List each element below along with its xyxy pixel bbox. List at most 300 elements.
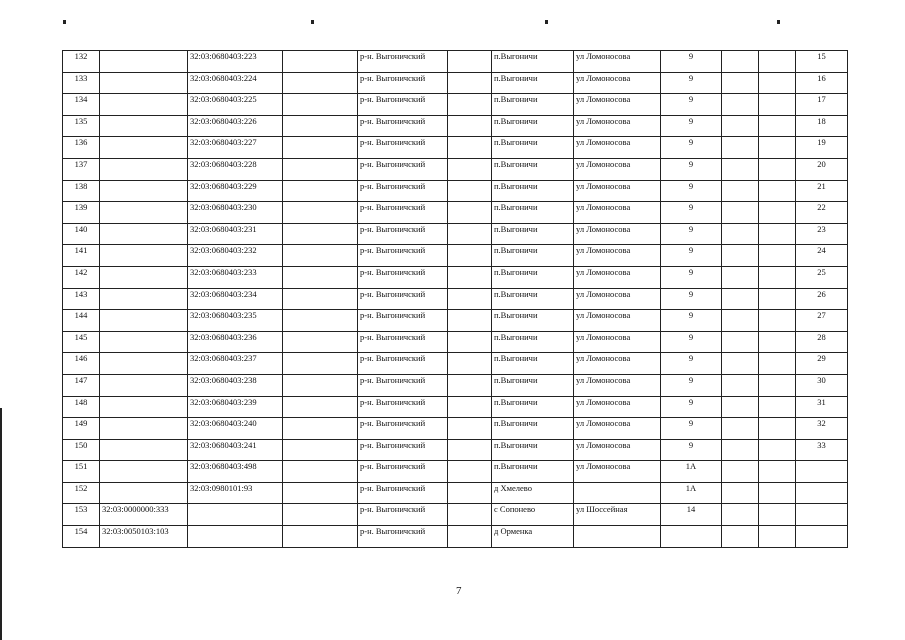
table-row	[63, 439, 848, 461]
house-number: 9	[661, 396, 722, 418]
street-cell: ул Ломоносова	[574, 158, 661, 180]
cadastral-number-a	[100, 461, 188, 483]
scan-mark	[63, 20, 66, 24]
column-blank	[722, 461, 759, 483]
row-number: 144	[63, 310, 100, 332]
row-number: 148	[63, 396, 100, 418]
cadastral-number-a	[100, 51, 188, 73]
street-cell: ул Ломоносова	[574, 461, 661, 483]
column-blank	[283, 418, 358, 440]
column-blank	[283, 115, 358, 137]
district-cell: р-н. Выгоничский	[358, 115, 448, 137]
column-blank	[759, 331, 796, 353]
house-number: 1А	[661, 482, 722, 504]
column-blank	[283, 223, 358, 245]
street-cell: ул Ломоносова	[574, 439, 661, 461]
cadastral-number-b: 32:03:0680403:224	[188, 72, 283, 94]
district-cell: р-н. Выгоничский	[358, 310, 448, 332]
cadastral-number-b: 32:03:0680403:238	[188, 374, 283, 396]
settlement-cell: п.Выгоничи	[492, 137, 574, 159]
settlement-cell: п.Выгоничи	[492, 396, 574, 418]
column-blank	[448, 504, 492, 526]
cadastral-number-b: 32:03:0680403:498	[188, 461, 283, 483]
cadastral-number-b: 32:03:0680403:237	[188, 353, 283, 375]
cadastral-number-a	[100, 202, 188, 224]
row-number: 141	[63, 245, 100, 267]
column-blank	[448, 461, 492, 483]
street-cell: ул Ломоносова	[574, 94, 661, 116]
table-row	[63, 245, 848, 267]
cadastral-number-b: 32:03:0680403:241	[188, 439, 283, 461]
settlement-cell: п.Выгоничи	[492, 266, 574, 288]
column-blank	[448, 72, 492, 94]
column-blank	[283, 331, 358, 353]
cadastral-number-b: 32:03:0680403:233	[188, 266, 283, 288]
district-cell: р-н. Выгоничский	[358, 504, 448, 526]
row-number: 151	[63, 461, 100, 483]
cadastral-number-b: 32:03:0680403:232	[188, 245, 283, 267]
settlement-cell: п.Выгоничи	[492, 202, 574, 224]
district-cell: р-н. Выгоничский	[358, 158, 448, 180]
district-cell: р-н. Выгоничский	[358, 418, 448, 440]
column-blank	[759, 137, 796, 159]
district-cell: р-н. Выгоничский	[358, 245, 448, 267]
district-cell: р-н. Выгоничский	[358, 180, 448, 202]
cadastral-number-a: 32:03:0000000:333	[100, 504, 188, 526]
column-blank	[448, 310, 492, 332]
column-blank	[722, 180, 759, 202]
flat-number: 26	[796, 288, 848, 310]
cadastral-number-b	[188, 504, 283, 526]
table-row	[63, 288, 848, 310]
cadastral-number-a: 32:03:0050103:103	[100, 526, 188, 548]
column-blank	[722, 504, 759, 526]
street-cell: ул Ломоносова	[574, 72, 661, 94]
settlement-cell: п.Выгоничи	[492, 72, 574, 94]
cadastral-number-b: 32:03:0680403:227	[188, 137, 283, 159]
column-blank	[759, 374, 796, 396]
house-number: 9	[661, 439, 722, 461]
column-blank	[283, 72, 358, 94]
row-number: 146	[63, 353, 100, 375]
cadastral-number-a	[100, 158, 188, 180]
table-row	[63, 310, 848, 332]
column-blank	[283, 526, 358, 548]
table-row	[63, 94, 848, 116]
table-row	[63, 158, 848, 180]
cadastral-number-b: 32:03:0680403:225	[188, 94, 283, 116]
column-blank	[722, 51, 759, 73]
cadastral-number-a	[100, 72, 188, 94]
flat-number	[796, 526, 848, 548]
scan-edge	[0, 408, 2, 640]
district-cell: р-н. Выгоничский	[358, 396, 448, 418]
row-number: 142	[63, 266, 100, 288]
house-number: 9	[661, 331, 722, 353]
column-blank	[759, 288, 796, 310]
column-blank	[448, 115, 492, 137]
cadastral-number-b: 32:03:0680403:235	[188, 310, 283, 332]
settlement-cell: п.Выгоничи	[492, 223, 574, 245]
street-cell: ул Ломоносова	[574, 396, 661, 418]
house-number: 9	[661, 94, 722, 116]
cadastral-number-b: 32:03:0680403:228	[188, 158, 283, 180]
column-blank	[722, 245, 759, 267]
flat-number: 27	[796, 310, 848, 332]
column-blank	[283, 461, 358, 483]
column-blank	[759, 158, 796, 180]
cadastral-number-b: 32:03:0680403:240	[188, 418, 283, 440]
district-cell: р-н. Выгоничский	[358, 51, 448, 73]
flat-number: 21	[796, 180, 848, 202]
cadastral-number-b: 32:03:0680403:229	[188, 180, 283, 202]
column-blank	[722, 418, 759, 440]
district-cell: р-н. Выгоничский	[358, 461, 448, 483]
cadastral-number-a	[100, 245, 188, 267]
column-blank	[722, 374, 759, 396]
column-blank	[283, 245, 358, 267]
flat-number	[796, 504, 848, 526]
street-cell: ул Ломоносова	[574, 288, 661, 310]
column-blank	[283, 266, 358, 288]
table-row	[63, 396, 848, 418]
column-blank	[448, 482, 492, 504]
street-cell	[574, 526, 661, 548]
column-blank	[448, 51, 492, 73]
cadastral-number-a	[100, 374, 188, 396]
column-blank	[759, 223, 796, 245]
house-number: 9	[661, 137, 722, 159]
column-blank	[448, 158, 492, 180]
column-blank	[759, 72, 796, 94]
row-number: 147	[63, 374, 100, 396]
table-row	[63, 115, 848, 137]
settlement-cell: п.Выгоничи	[492, 418, 574, 440]
table-row	[63, 137, 848, 159]
cadastral-number-a	[100, 137, 188, 159]
column-blank	[722, 115, 759, 137]
cadastral-number-b: 32:03:0680403:239	[188, 396, 283, 418]
flat-number	[796, 461, 848, 483]
column-blank	[283, 202, 358, 224]
table-row	[63, 374, 848, 396]
district-cell: р-н. Выгоничский	[358, 439, 448, 461]
cadastral-number-b: 32:03:0680403:234	[188, 288, 283, 310]
house-number: 9	[661, 158, 722, 180]
settlement-cell: п.Выгоничи	[492, 158, 574, 180]
district-cell: р-н. Выгоничский	[358, 374, 448, 396]
row-number: 134	[63, 94, 100, 116]
cadastral-number-a	[100, 396, 188, 418]
table-row	[63, 461, 848, 483]
house-number: 9	[661, 374, 722, 396]
district-cell: р-н. Выгоничский	[358, 72, 448, 94]
column-blank	[448, 137, 492, 159]
table-row	[63, 51, 848, 73]
flat-number: 15	[796, 51, 848, 73]
cadastral-number-a	[100, 353, 188, 375]
column-blank	[283, 180, 358, 202]
column-blank	[759, 115, 796, 137]
street-cell: ул Ломоносова	[574, 331, 661, 353]
district-cell: р-н. Выгоничский	[358, 223, 448, 245]
table-row	[63, 331, 848, 353]
column-blank	[722, 72, 759, 94]
column-blank	[448, 180, 492, 202]
district-cell: р-н. Выгоничский	[358, 202, 448, 224]
column-blank	[722, 223, 759, 245]
column-blank	[283, 439, 358, 461]
house-number: 1А	[661, 461, 722, 483]
column-blank	[759, 310, 796, 332]
column-blank	[448, 288, 492, 310]
column-blank	[722, 482, 759, 504]
street-cell: ул Ломоносова	[574, 353, 661, 375]
cadastral-number-a	[100, 310, 188, 332]
cadastral-number-b: 32:03:0680403:231	[188, 223, 283, 245]
cadastral-number-a	[100, 439, 188, 461]
flat-number: 30	[796, 374, 848, 396]
flat-number: 16	[796, 72, 848, 94]
district-cell: р-н. Выгоничский	[358, 288, 448, 310]
settlement-cell: д Орменка	[492, 526, 574, 548]
table-row	[63, 180, 848, 202]
house-number: 9	[661, 245, 722, 267]
cadastral-number-a	[100, 418, 188, 440]
settlement-cell: п.Выгоничи	[492, 288, 574, 310]
column-blank	[759, 439, 796, 461]
column-blank	[283, 396, 358, 418]
table-row	[63, 526, 848, 548]
flat-number: 32	[796, 418, 848, 440]
row-number: 153	[63, 504, 100, 526]
row-number: 135	[63, 115, 100, 137]
column-blank	[283, 51, 358, 73]
column-blank	[722, 439, 759, 461]
column-blank	[283, 504, 358, 526]
settlement-cell: п.Выгоничи	[492, 374, 574, 396]
column-blank	[283, 94, 358, 116]
column-blank	[283, 288, 358, 310]
cadastral-number-a	[100, 223, 188, 245]
scan-mark	[545, 20, 548, 24]
street-cell: ул Ломоносова	[574, 223, 661, 245]
cadastral-number-a	[100, 331, 188, 353]
street-cell: ул Ломоносова	[574, 374, 661, 396]
district-cell: р-н. Выгоничский	[358, 94, 448, 116]
street-cell: ул Ломоносова	[574, 245, 661, 267]
flat-number: 23	[796, 223, 848, 245]
row-number: 136	[63, 137, 100, 159]
scan-mark	[311, 20, 314, 24]
street-cell: ул Ломоносова	[574, 137, 661, 159]
register-table	[62, 50, 848, 548]
settlement-cell: п.Выгоничи	[492, 310, 574, 332]
column-blank	[448, 418, 492, 440]
column-blank	[448, 374, 492, 396]
district-cell: р-н. Выгоничский	[358, 526, 448, 548]
column-blank	[722, 526, 759, 548]
column-blank	[283, 374, 358, 396]
cadastral-number-a	[100, 266, 188, 288]
row-number: 139	[63, 202, 100, 224]
column-blank	[759, 245, 796, 267]
cadastral-number-b	[188, 526, 283, 548]
column-blank	[283, 137, 358, 159]
column-blank	[722, 266, 759, 288]
street-cell: ул Ломоносова	[574, 115, 661, 137]
column-blank	[722, 137, 759, 159]
row-number: 145	[63, 331, 100, 353]
column-blank	[759, 51, 796, 73]
column-blank	[448, 396, 492, 418]
row-number: 140	[63, 223, 100, 245]
column-blank	[283, 310, 358, 332]
house-number: 9	[661, 115, 722, 137]
column-blank	[759, 504, 796, 526]
table-row	[63, 72, 848, 94]
column-blank	[283, 158, 358, 180]
cadastral-number-b: 32:03:0980101:93	[188, 482, 283, 504]
cadastral-number-a	[100, 288, 188, 310]
settlement-cell: п.Выгоничи	[492, 245, 574, 267]
flat-number: 24	[796, 245, 848, 267]
district-cell: р-н. Выгоничский	[358, 137, 448, 159]
house-number	[661, 526, 722, 548]
house-number: 9	[661, 51, 722, 73]
street-cell: ул Ломоносова	[574, 51, 661, 73]
column-blank	[722, 310, 759, 332]
cadastral-number-b: 32:03:0680403:226	[188, 115, 283, 137]
settlement-cell: п.Выгоничи	[492, 94, 574, 116]
column-blank	[722, 202, 759, 224]
house-number: 9	[661, 310, 722, 332]
flat-number: 29	[796, 353, 848, 375]
column-blank	[722, 288, 759, 310]
column-blank	[283, 353, 358, 375]
row-number: 137	[63, 158, 100, 180]
street-cell: ул Ломоносова	[574, 310, 661, 332]
house-number: 9	[661, 288, 722, 310]
street-cell: ул Ломоносова	[574, 202, 661, 224]
column-blank	[759, 482, 796, 504]
cadastral-number-a	[100, 94, 188, 116]
column-blank	[759, 353, 796, 375]
row-number: 154	[63, 526, 100, 548]
settlement-cell: д Хмелево	[492, 482, 574, 504]
house-number: 9	[661, 223, 722, 245]
flat-number: 25	[796, 266, 848, 288]
table-row	[63, 266, 848, 288]
cadastral-number-b: 32:03:0680403:230	[188, 202, 283, 224]
cadastral-number-b: 32:03:0680403:236	[188, 331, 283, 353]
cadastral-number-a	[100, 115, 188, 137]
column-blank	[759, 266, 796, 288]
house-number: 14	[661, 504, 722, 526]
row-number: 152	[63, 482, 100, 504]
table-row	[63, 353, 848, 375]
house-number: 9	[661, 72, 722, 94]
flat-number: 22	[796, 202, 848, 224]
column-blank	[722, 331, 759, 353]
district-cell: р-н. Выгоничский	[358, 331, 448, 353]
flat-number: 28	[796, 331, 848, 353]
column-blank	[448, 266, 492, 288]
column-blank	[448, 331, 492, 353]
house-number: 9	[661, 418, 722, 440]
column-blank	[448, 202, 492, 224]
flat-number: 18	[796, 115, 848, 137]
street-cell	[574, 482, 661, 504]
settlement-cell: п.Выгоничи	[492, 461, 574, 483]
column-blank	[722, 158, 759, 180]
row-number: 149	[63, 418, 100, 440]
street-cell: ул Ломоносова	[574, 180, 661, 202]
district-cell: р-н. Выгоничский	[358, 266, 448, 288]
table-row	[63, 202, 848, 224]
house-number: 9	[661, 202, 722, 224]
column-blank	[759, 396, 796, 418]
street-cell: ул Ломоносова	[574, 418, 661, 440]
scan-mark	[777, 20, 780, 24]
settlement-cell: п.Выгоничи	[492, 439, 574, 461]
column-blank	[448, 223, 492, 245]
row-number: 150	[63, 439, 100, 461]
street-cell: ул Ломоносова	[574, 266, 661, 288]
table-row	[63, 418, 848, 440]
page-number: 7	[456, 585, 462, 597]
settlement-cell: с Сопонево	[492, 504, 574, 526]
cadastral-number-b: 32:03:0680403:223	[188, 51, 283, 73]
flat-number	[796, 482, 848, 504]
column-blank	[448, 439, 492, 461]
flat-number: 31	[796, 396, 848, 418]
district-cell: р-н. Выгоничский	[358, 482, 448, 504]
row-number: 143	[63, 288, 100, 310]
column-blank	[722, 396, 759, 418]
district-cell: р-н. Выгоничский	[358, 353, 448, 375]
flat-number: 20	[796, 158, 848, 180]
house-number: 9	[661, 266, 722, 288]
column-blank	[448, 245, 492, 267]
flat-number: 17	[796, 94, 848, 116]
settlement-cell: п.Выгоничи	[492, 115, 574, 137]
column-blank	[448, 353, 492, 375]
cadastral-number-a	[100, 482, 188, 504]
flat-number: 19	[796, 137, 848, 159]
row-number: 138	[63, 180, 100, 202]
settlement-cell: п.Выгоничи	[492, 353, 574, 375]
column-blank	[759, 202, 796, 224]
column-blank	[448, 526, 492, 548]
house-number: 9	[661, 180, 722, 202]
column-blank	[448, 94, 492, 116]
settlement-cell: п.Выгоничи	[492, 331, 574, 353]
row-number: 133	[63, 72, 100, 94]
settlement-cell: п.Выгоничи	[492, 180, 574, 202]
settlement-cell: п.Выгоничи	[492, 51, 574, 73]
column-blank	[759, 526, 796, 548]
flat-number: 33	[796, 439, 848, 461]
column-blank	[759, 461, 796, 483]
register-body	[63, 51, 848, 548]
column-blank	[759, 418, 796, 440]
column-blank	[722, 94, 759, 116]
column-blank	[759, 180, 796, 202]
table-row	[63, 482, 848, 504]
cadastral-number-a	[100, 180, 188, 202]
house-number: 9	[661, 353, 722, 375]
